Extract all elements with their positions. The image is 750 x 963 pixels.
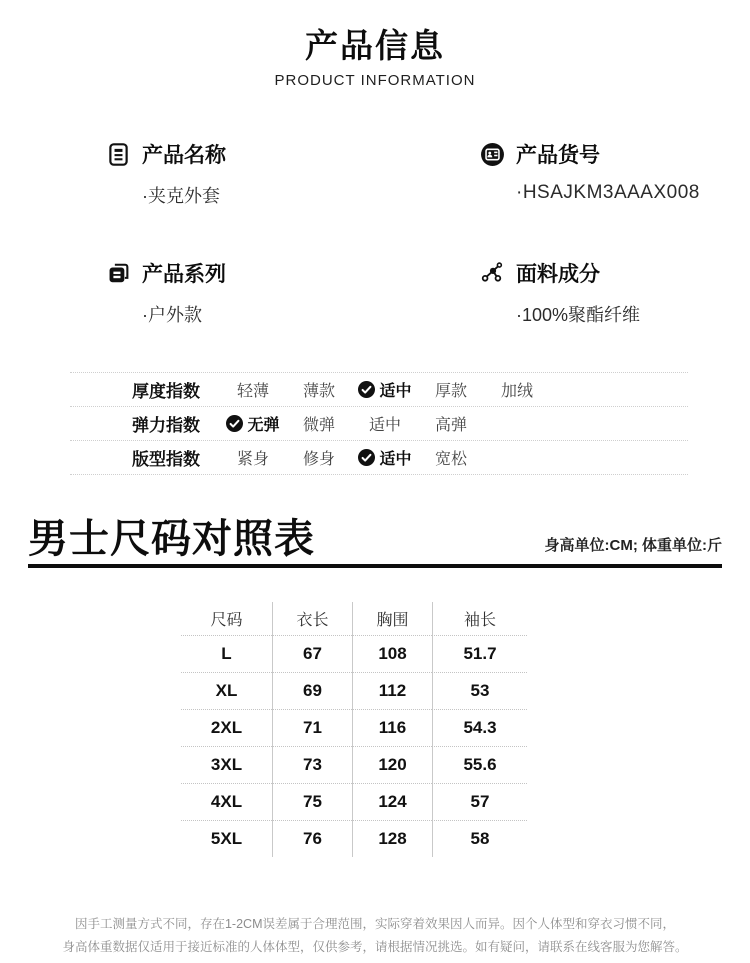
size-cell: 112 — [352, 673, 432, 710]
size-cell: 76 — [272, 821, 352, 857]
size-table-header: 袖长 — [432, 602, 527, 636]
info-grid — [0, 139, 750, 327]
size-table — [181, 602, 527, 857]
spec-row-label: 厚度指数 — [132, 382, 200, 401]
size-cell: 75 — [272, 784, 352, 821]
size-cell: 58 — [432, 821, 527, 857]
info-value: ·夹克外套 — [142, 186, 220, 206]
spec-option: 薄款 — [302, 383, 335, 400]
size-cell: 128 — [352, 821, 432, 857]
size-cell: 116 — [352, 710, 432, 747]
spec-option: 修身 — [302, 451, 335, 468]
size-table-header: 尺码 — [181, 602, 272, 636]
spec-index-table — [70, 372, 688, 475]
spec-option-checked: 适中 — [352, 378, 418, 401]
stacked-docs-icon — [106, 261, 131, 286]
info-label: 面料成分 — [516, 263, 600, 286]
size-cell: 4XL — [181, 784, 272, 821]
spec-row-elasticity — [70, 406, 688, 440]
page-header — [0, 0, 750, 89]
size-cell: 71 — [272, 710, 352, 747]
document-lines-icon — [106, 142, 131, 167]
molecule-icon — [480, 261, 505, 286]
spec-option: 轻薄 — [236, 383, 269, 400]
spec-option: 紧身 — [236, 451, 269, 468]
info-block-product-series — [106, 258, 480, 327]
id-badge-icon — [480, 142, 505, 167]
spec-option: 宽松 — [434, 451, 467, 468]
info-value: ·HSAJKM3AAAX008 — [516, 182, 700, 203]
check-circle-icon — [226, 415, 243, 432]
page-subtitle: PRODUCT INFORMATION — [274, 72, 476, 89]
size-table-header: 胸围 — [352, 602, 432, 636]
size-cell: 57 — [432, 784, 527, 821]
spec-option-checked: 适中 — [352, 446, 418, 469]
size-cell: 120 — [352, 747, 432, 784]
spec-row-fit — [70, 440, 688, 474]
spec-option: 适中 — [368, 417, 401, 434]
size-cell: 51.7 — [432, 636, 527, 673]
spec-row-thickness — [70, 372, 688, 406]
spec-option: 加绒 — [500, 383, 533, 400]
size-cell: 54.3 — [432, 710, 527, 747]
spec-option: 微弹 — [302, 417, 335, 434]
info-block-product-code — [480, 139, 750, 208]
info-block-fabric — [480, 258, 750, 327]
spec-option: 高弹 — [434, 417, 467, 434]
measurement-disclaimer — [0, 913, 750, 959]
size-cell: 67 — [272, 636, 352, 673]
info-value: ·户外款 — [142, 305, 202, 325]
size-cell: XL — [181, 673, 272, 710]
spec-row-label: 版型指数 — [132, 450, 200, 469]
size-chart-title: 男士尺码对照表 — [28, 517, 315, 561]
info-block-product-name — [106, 139, 480, 208]
size-cell: 2XL — [181, 710, 272, 747]
info-label: 产品名称 — [142, 144, 226, 167]
size-cell: 73 — [272, 747, 352, 784]
spec-row-label: 弹力指数 — [132, 416, 200, 435]
size-cell: 108 — [352, 636, 432, 673]
spec-option: 厚款 — [434, 383, 467, 400]
size-cell: L — [181, 636, 272, 673]
info-label: 产品货号 — [516, 144, 600, 167]
size-cell: 5XL — [210, 829, 243, 848]
check-circle-icon — [358, 381, 375, 398]
info-value: ·100%聚酯纤维 — [516, 305, 641, 325]
size-cell: 3XL — [181, 747, 272, 784]
size-cell: 53 — [432, 673, 527, 710]
size-table-header: 衣长 — [272, 602, 352, 636]
disclaimer-line: 因手工测量方式不同，存在1-2CM误差属于合理范围，实际穿着效果因人而异。因个人体型和穿衣习惯不同， — [74, 917, 675, 931]
size-cell: 55.6 — [432, 747, 527, 784]
size-cell: 124 — [352, 784, 432, 821]
check-circle-icon — [358, 449, 375, 466]
size-units-note: 身高单位:CM; 体重单位:斤 — [544, 537, 722, 554]
info-label: 产品系列 — [142, 263, 226, 286]
page-title: 产品信息 — [305, 27, 445, 64]
disclaimer-line: 身高体重数据仅适用于接近标准的人体体型，仅供参考，请根据情况挑选。如有疑问，请联系在线客服为您解答。 — [62, 940, 688, 954]
size-chart-header — [28, 519, 722, 568]
spec-option-checked: 无弹 — [220, 412, 286, 435]
size-cell: 69 — [272, 673, 352, 710]
